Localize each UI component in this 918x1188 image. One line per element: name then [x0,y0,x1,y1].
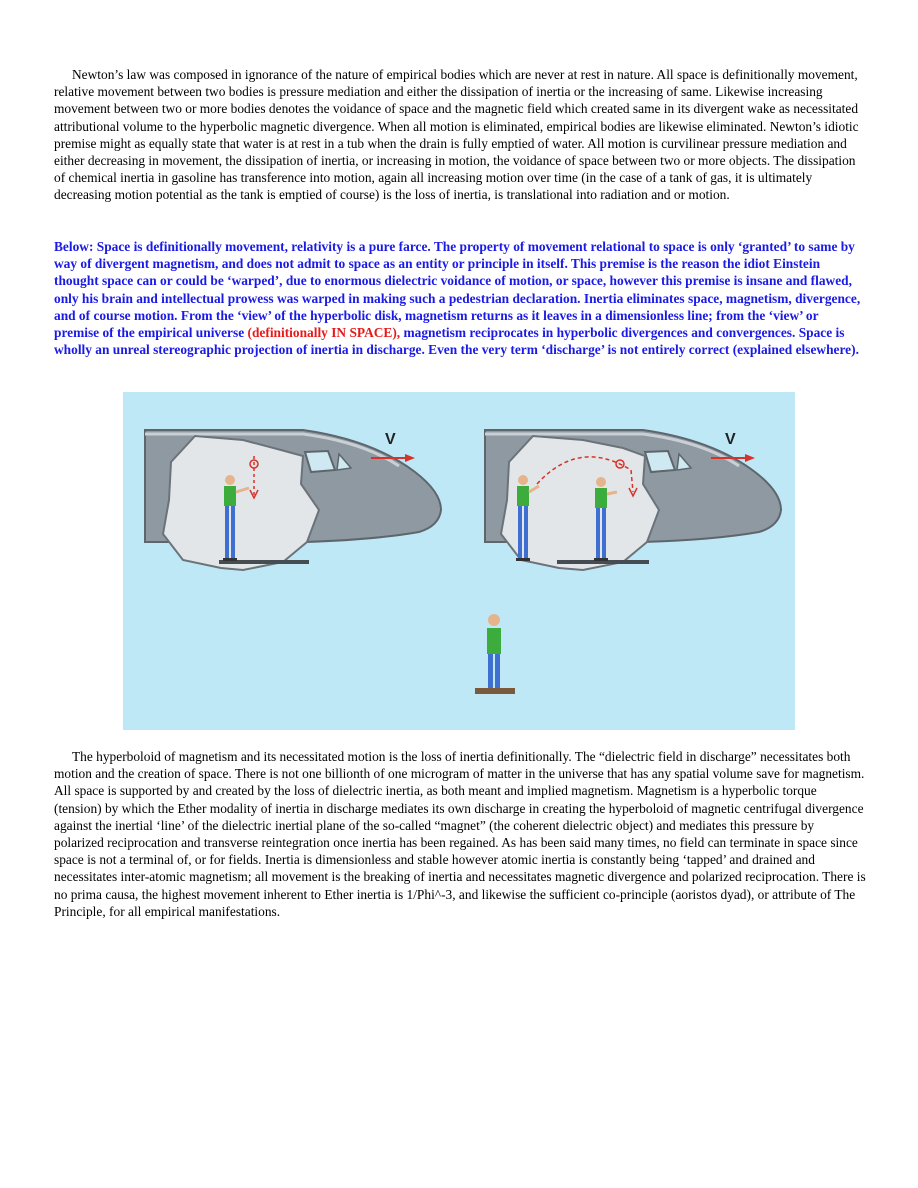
paragraph-caption [54,238,866,358]
airplane-inertia-illustration [123,392,795,730]
paragraph-hyperboloid: The hyperboloid of magnetism and its necessitated motion is the loss of inertia definitionally. The “dielectric field in discharge” necessitates both motion and the creation of space. There is not one billionth of one microgram of matter in the universe that has any spatial volume save for magnetism. All space is supported by and created by the loss of dielectric inertia, as both meant and implied magnetism. Magnetism is a hyperbolic torque (tension) by which the Ether modality of inertia in discharge mediates its own discharge in creating the hyperboloid of magnetic centrifugal divergence against the inertial ‘line’ of the dielectric inertial plane of the so-called “magnet” (the coherent dielectric object) and mediates this pressure by polarized reciprocation and transverse reintegration once inertia has been regained. As has been said many times, no field can terminate in space since space is not a terminal of, or for fields. Inertia is dimensionless and stable however atomic inertia is constantly being ‘tapped’ and drained and necessitates inter-atomic magnetism; all movement is the breaking of inertia and necessitates magnetic divergence and polarized reciprocation. There is no prima causa, the highest movement inherent to Ether inertia is 1/Phi^-3, and likewise the sufficient co-principle (aoristos dyad), or attribute of The Principle, for all empirical manifestations. [54,749,866,919]
caption-text-2: magnetism reciprocates in hyperbolic divergences and convergences. Space is wholly an unreal stereographic projection of inertia in discharge. Even the very term ‘discharge’ is not entirely correct (explained elsewhere). [54,325,859,358]
cutaway-cabin-left [163,436,319,570]
paragraph-newton: Newton’s law was composed in ignorance of the nature of empirical bodies which are never at rest in nature. All space is definitionally movement, relative movement between two bodies is pressure mediation and either the dissipation of inertia or the increasing of same. Likewise increasing movement between two or more bodies denotes the voidance of space and the magnetic field which created same in its divergent wake as necessitated attributional volume to the hyperbolic magnetic divergence. When all motion is eliminated, empirical bodies are likewise eliminated. Newton’s idiotic premise might as equally state that water is at rest in a tub when the drain is fully emptied of water. All motion is curvilinear pressure mediation and either decreasing in movement, the dissipation of inertia, or increasing in motion, the voidance of space between two or more objects. The dissipation of chemical inertia in gasoline has transference into motion, again all increasing motion over time (in the case of a tank of gas, it is ultimately decreasing motion potential as the tank is emptied of course) is the loss of inertia, is translational into radiation and or motion. [54,67,859,203]
ground-platform [475,688,515,694]
caption-text-1: Below: Space is definitionally movement, relativity is a pure farce. The property of movement relational to space is only ‘granted’ to same by way of divergent magnetism, and does not admit to space as an entity or principle in itself. This premise is the reason the idiot Einstein thought space can or could be ‘warped’, due to enormous dielectric voidance of motion, or space, however this premise is insane and flawed, only his brain and intellectual prowess was warped in making such a pedestrian declaration. Inertia eliminates space, magnetism, divergence, and of course motion. From the ‘view’ of the hyperbolic disk, magnetism returns as it leaves in a dimensionless line; from the ‘view’ or premise of the empirical universe [54,239,861,341]
velocity-label-left: V [385,431,396,448]
velocity-label-right: V [725,431,736,448]
caption-highlight: (definitionally IN SPACE), [247,325,401,341]
